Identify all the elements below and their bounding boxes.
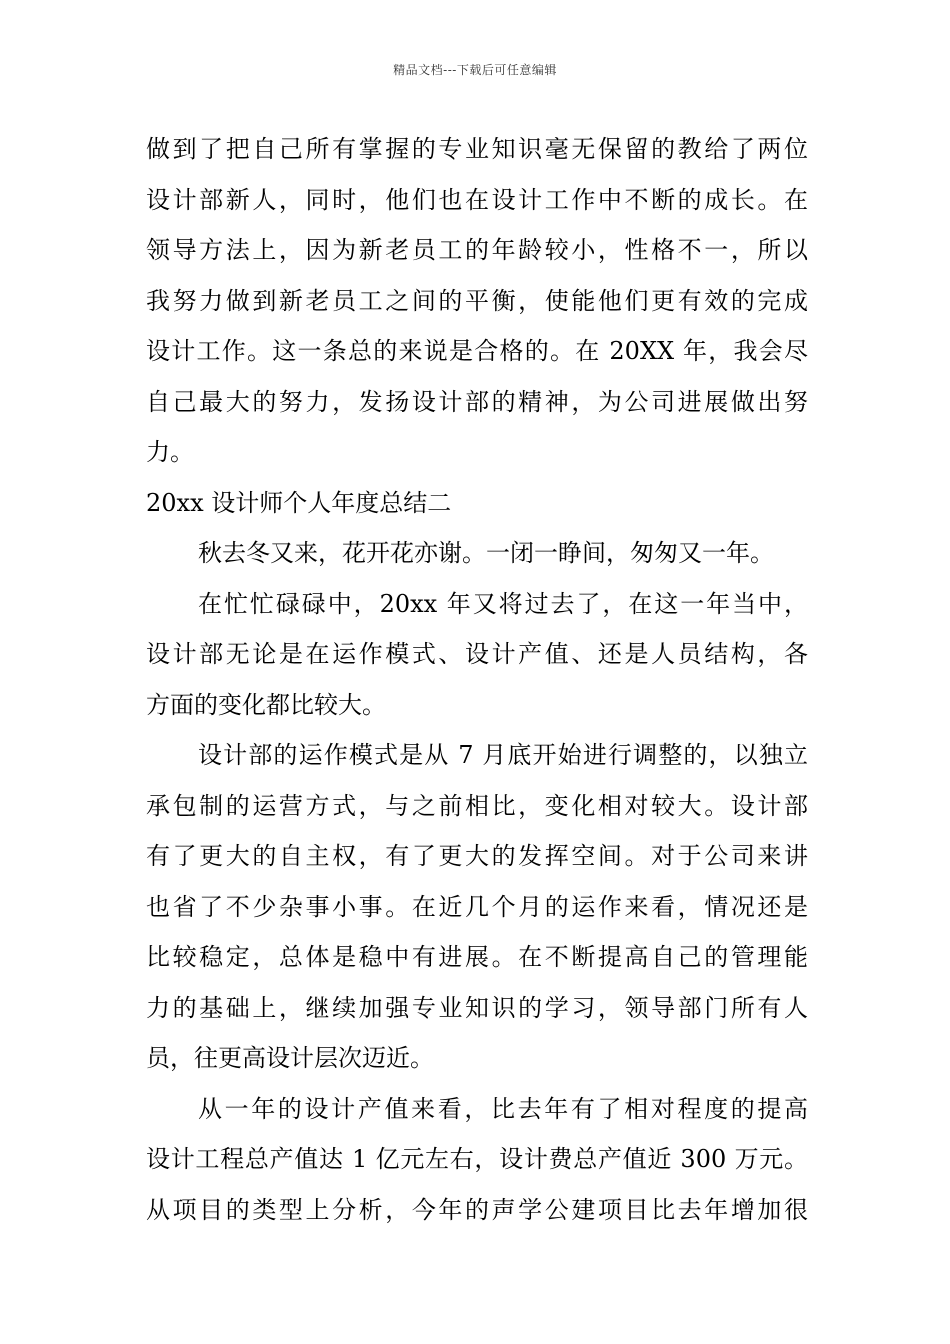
text-line: 承包制的运营方式，与之前相比，变化相对较大。设计部	[146, 791, 808, 820]
document-body	[146, 124, 808, 1235]
paragraph-start: 秋去冬又来，花开花亦谢。一闭一睁间，匆匆又一年。	[198, 539, 774, 567]
text-line: 设计工作。这一条总的来说是合格的。在 20XX 年，我会尽	[146, 337, 808, 365]
paragraph-start: 设计部的运作模式是从 7 月底开始进行调整的，以独立	[198, 741, 808, 769]
text-line: 领导方法上，因为新老员工的年龄较小，性格不一，所以	[146, 236, 808, 264]
page-header: 精品文档---下载后可任意编辑	[393, 63, 557, 77]
text-line: 设计部无论是在运作模式、设计产值、还是人员结构，各	[146, 640, 808, 668]
text-line: 也省了不少杂事小事。在近几个月的运作来看，情况还是	[146, 892, 808, 921]
paragraph-start: 在忙忙碌碌中，20xx 年又将过去了，在这一年当中，	[198, 589, 808, 618]
paragraph-start: 从一年的设计产值来看，比去年有了相对程度的提高	[198, 1094, 808, 1123]
text-line: 从项目的类型上分析，今年的声学公建项目比去年增加很	[146, 1195, 808, 1224]
text-line: 自己最大的努力，发扬设计部的精神，为公司进展做出努	[146, 387, 808, 416]
text-line: 做到了把自己所有掌握的专业知识毫无保留的教给了两位	[146, 135, 808, 163]
section-heading: 20xx 设计师个人年度总结二	[146, 488, 452, 517]
text-line: 力的基础上，继续加强专业知识的学习，领导部门所有人	[146, 993, 808, 1022]
text-line: 设计工程总产值达 1 亿元左右，设计费总产值近 300 万元。	[146, 1145, 808, 1173]
text-line: 有了更大的自主权，有了更大的发挥空间。对于公司来讲	[146, 842, 808, 870]
text-line: 我努力做到新老员工之间的平衡，使能他们更有效的完成	[146, 286, 808, 315]
text-line: 设计部新人，同时，他们也在设计工作中不断的成长。在	[146, 185, 808, 214]
text-line: 比较稳定，总体是稳中有进展。在不断提高自己的管理能	[146, 943, 808, 971]
text-line: 方面的变化都比较大。	[146, 690, 386, 719]
text-line: 员，往更高设计层次迈近。	[146, 1044, 434, 1072]
text-line: 力。	[146, 438, 194, 466]
